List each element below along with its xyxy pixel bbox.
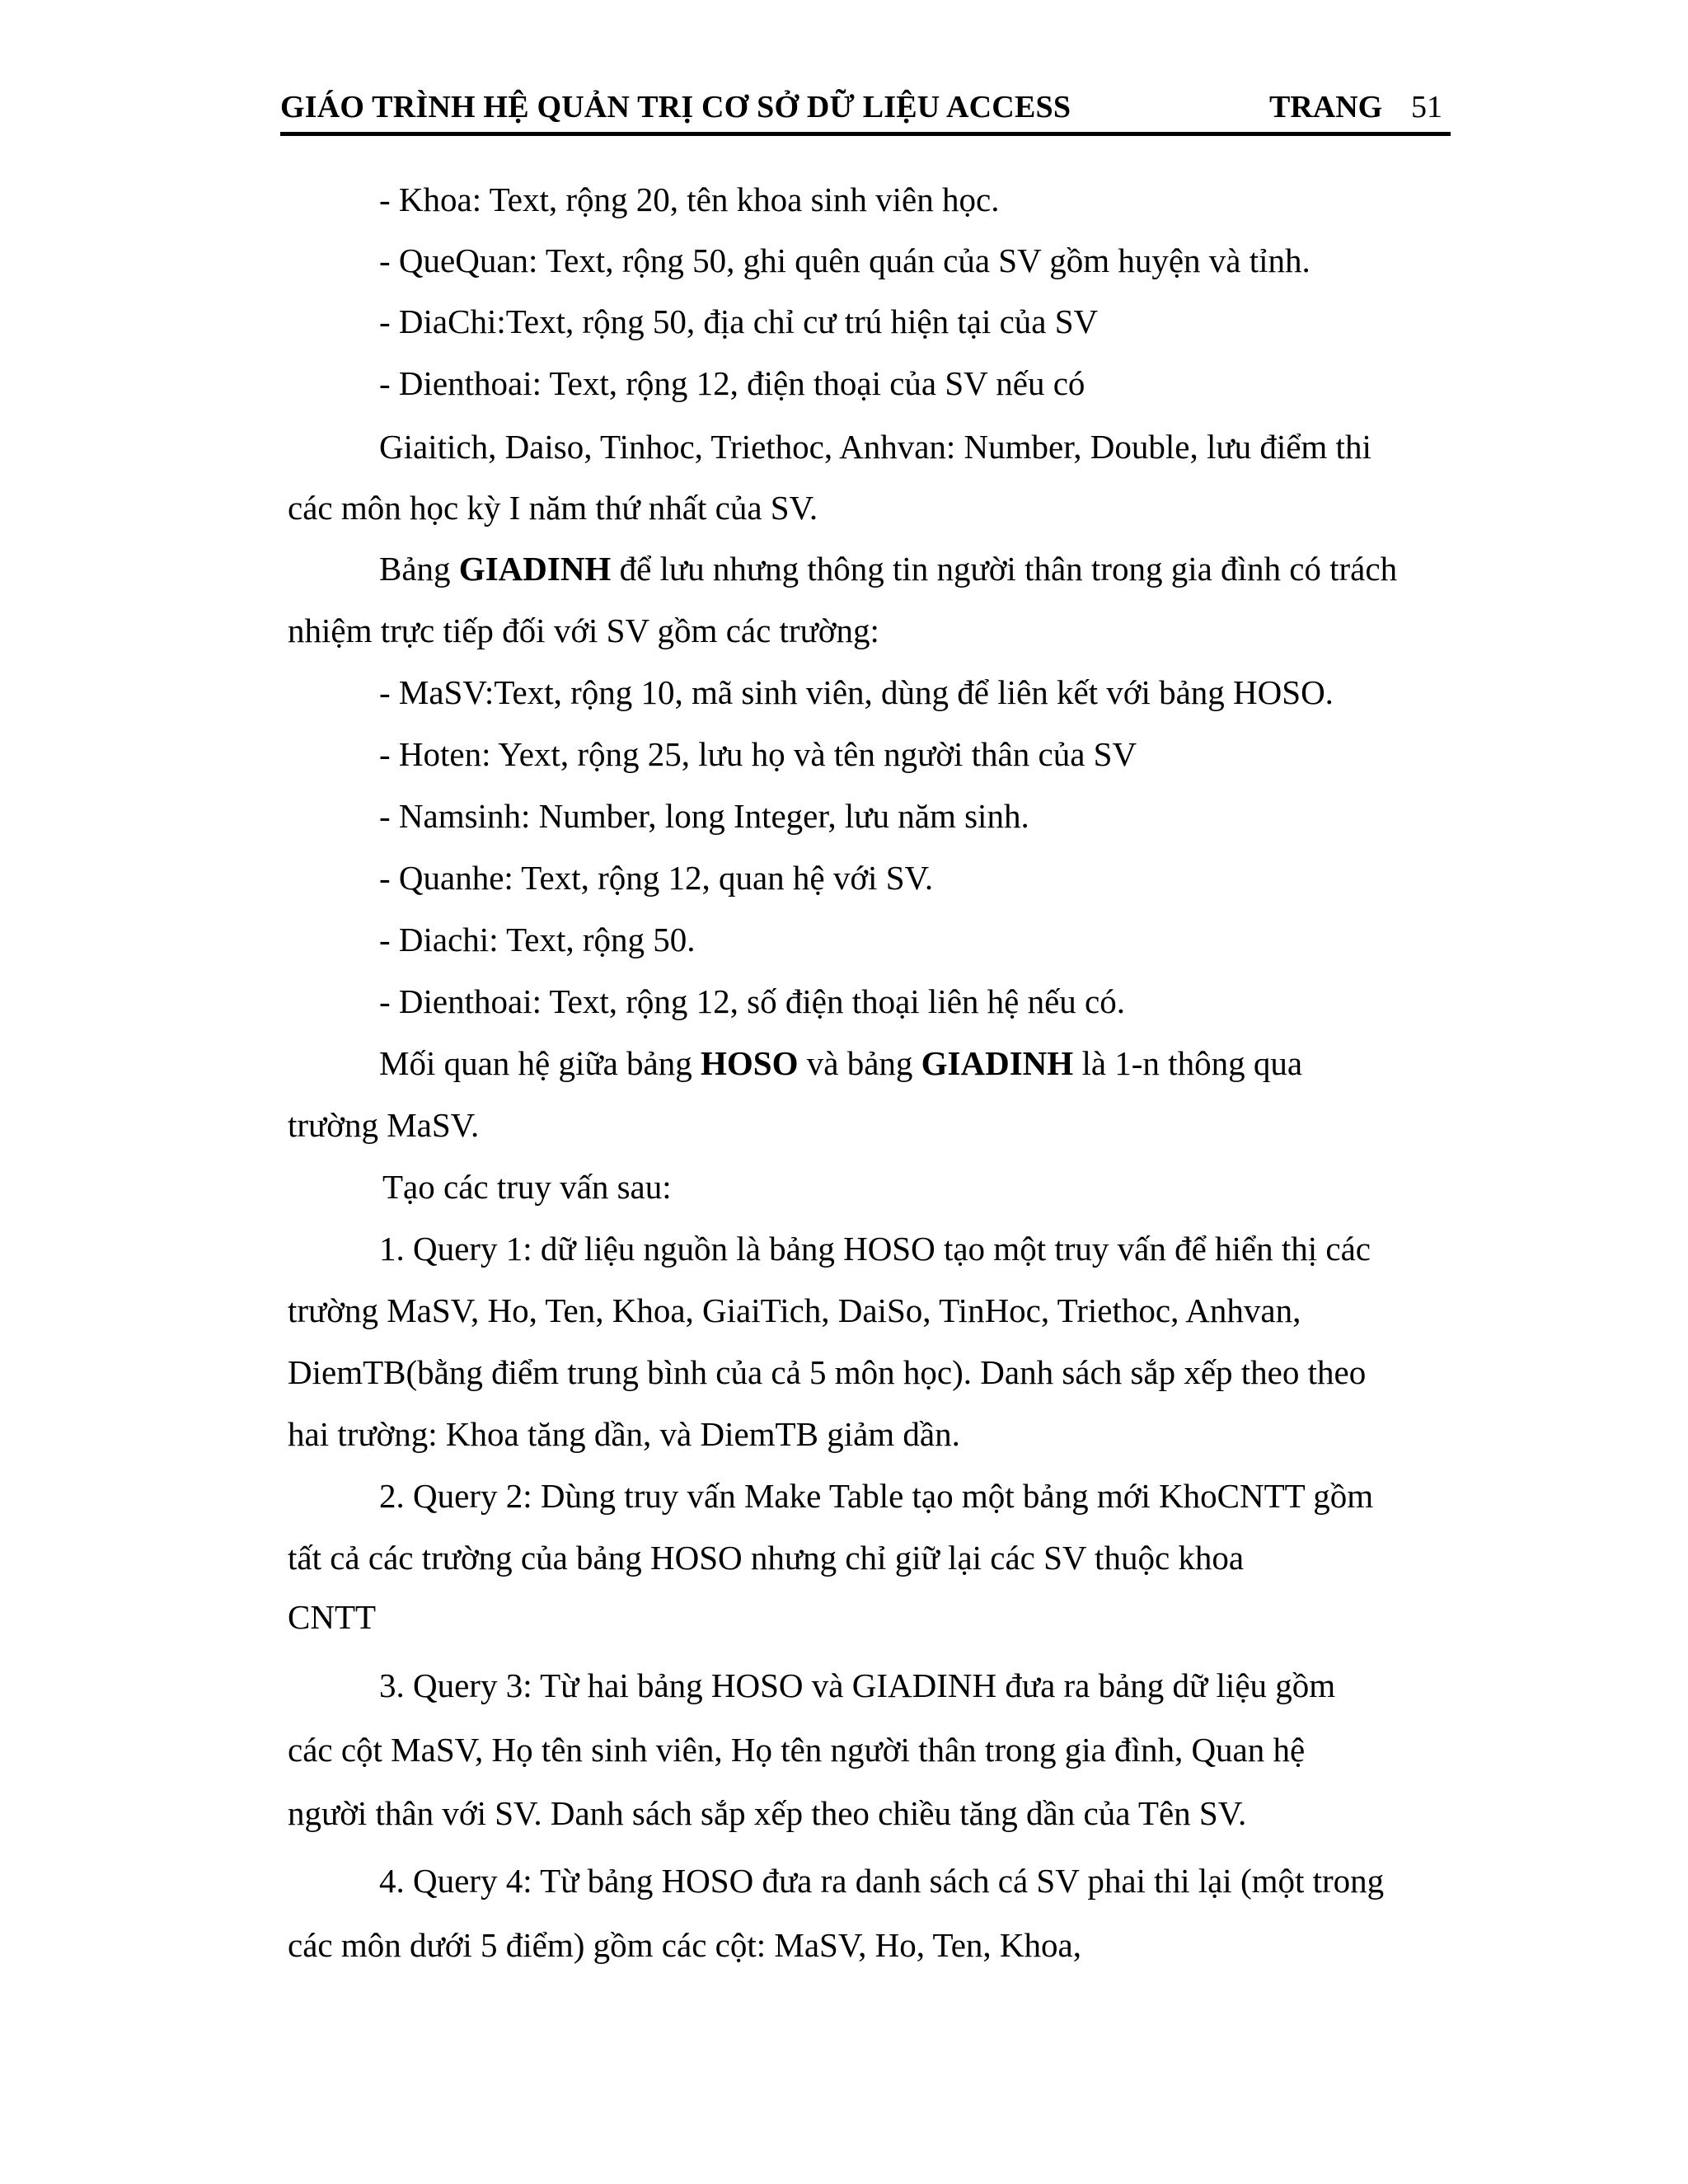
field-diachi: - DiaChi:Text, rộng 50, địa chỉ cư trú hiện tại của SV bbox=[379, 302, 1099, 340]
query-2-line: tất cả các trường của bảng HOSO nhưng chỉ giữ lại các SV thuộc khoa bbox=[288, 1539, 1245, 1577]
query-1-line: DiemTB(bằng điểm trung bình của cả 5 môn học). Danh sách sắp xếp theo theo bbox=[288, 1353, 1367, 1391]
paragraph-line: Tạo các truy vấn sau: bbox=[382, 1168, 672, 1206]
query-3-line: các cột MaSV, Họ tên sinh viên, Họ tên người thân trong gia đình, Quan hệ bbox=[288, 1731, 1306, 1769]
table-name-giadinh: GIADINH bbox=[921, 1044, 1074, 1082]
field-dienthoai: - Dienthoai: Text, rộng 12, điện thoại của SV nếu có bbox=[379, 364, 1085, 402]
paragraph-line: Mối quan hệ giữa bảng HOSO và bảng GIADINH là 1-n thông qua bbox=[379, 1044, 1303, 1082]
field-dienthoai-giadinh: - Dienthoai: Text, rộng 12, số điện thoại liên hệ nếu có. bbox=[379, 982, 1126, 1020]
page-header bbox=[280, 89, 1451, 125]
field-hoten: - Hoten: Yext, rộng 25, lưu họ và tên người thân của SV bbox=[379, 735, 1137, 773]
header-rule bbox=[280, 132, 1451, 136]
query-1-line: hai trường: Khoa tăng dần, và DiemTB giảm dần. bbox=[288, 1415, 960, 1453]
page-number: 51 bbox=[1411, 90, 1442, 124]
paragraph-line: Giaitich, Daiso, Tinhoc, Triethoc, Anhvan: Number, Double, lưu điểm thi bbox=[379, 428, 1372, 466]
paragraph-line: Bảng GIADINH để lưu nhưng thông tin người thân trong gia đình có trách bbox=[379, 550, 1398, 588]
field-namsinh: - Namsinh: Number, long Integer, lưu năm sinh. bbox=[379, 797, 1029, 835]
query-1-line: trường MaSV, Ho, Ten, Khoa, GiaiTich, DaiSo, TinHoc, Triethoc, Anhvan, bbox=[288, 1291, 1301, 1329]
table-name-giadinh: GIADINH bbox=[458, 550, 612, 588]
query-3-line: người thân với SV. Danh sách sắp xếp theo chiều tăng dần của Tên SV. bbox=[288, 1794, 1247, 1832]
field-masv: - MaSV:Text, rộng 10, mã sinh viên, dùng để liên kết với bảng HOSO. bbox=[379, 673, 1334, 711]
table-name-hoso: HOSO bbox=[701, 1044, 799, 1082]
query-3-line: 3. Query 3: Từ hai bảng HOSO và GIADINH đưa ra bảng dữ liệu gồm bbox=[379, 1666, 1336, 1704]
paragraph-line: các môn học kỳ I năm thứ nhất của SV. bbox=[288, 489, 818, 527]
field-diachi-giadinh: - Diachi: Text, rộng 50. bbox=[379, 921, 696, 958]
page-label: TRANG bbox=[1269, 90, 1383, 124]
query-1-line: 1. Query 1: dữ liệu nguồn là bảng HOSO tạo một truy vấn để hiển thị các bbox=[379, 1230, 1371, 1268]
field-khoa: - Khoa: Text, rộng 20, tên khoa sinh viên học. bbox=[379, 180, 1000, 218]
paragraph-line: trường MaSV. bbox=[288, 1106, 480, 1144]
query-4-line: 4. Query 4: Từ bảng HOSO đưa ra danh sách cá SV phai thi lại (một trong bbox=[379, 1862, 1385, 1900]
book-title: GIÁO TRÌNH HỆ QUẢN TRỊ CƠ SỞ DỮ LIỆU ACCESS bbox=[280, 90, 1071, 124]
query-2-line: 2. Query 2: Dùng truy vấn Make Table tạo một bảng mới KhoCNTT gồm bbox=[379, 1477, 1374, 1515]
paragraph-line: nhiệm trực tiếp đối với SV gồm các trường: bbox=[288, 612, 879, 649]
query-2-line: CNTT bbox=[288, 1598, 377, 1636]
field-quequan: - QueQuan: Text, rộng 50, ghi quên quán của SV gồm huyện và tỉnh. bbox=[379, 241, 1311, 279]
query-4-line: các môn dưới 5 điểm) gồm các cột: MaSV, Ho, Ten, Khoa, bbox=[288, 1926, 1081, 1964]
field-quanhe: - Quanhe: Text, rộng 12, quan hệ với SV. bbox=[379, 859, 934, 897]
